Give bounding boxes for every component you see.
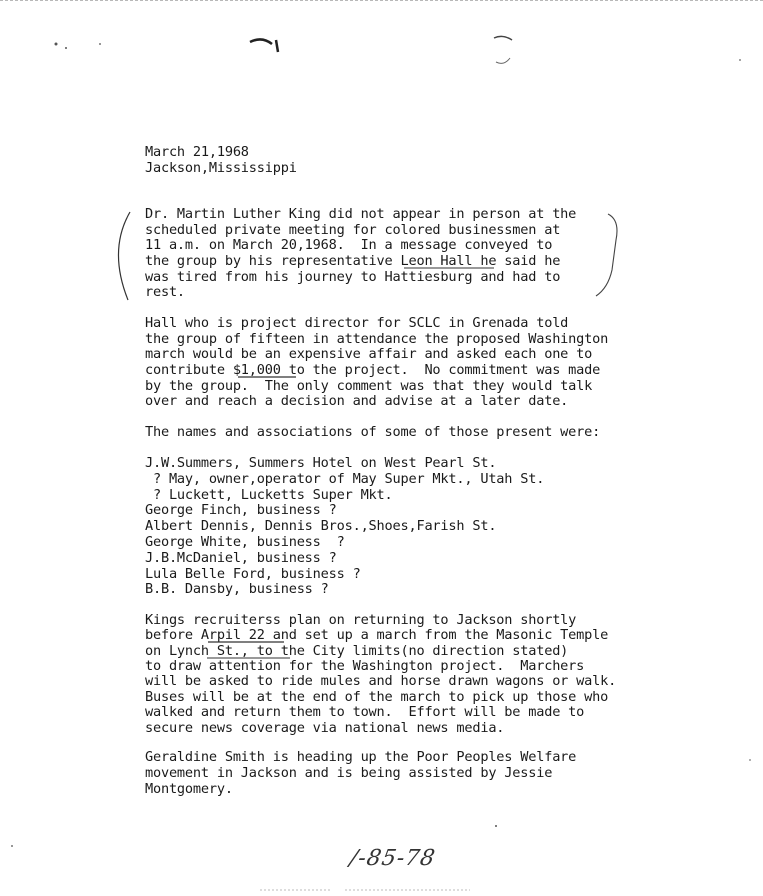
p5-line-2: movement in Jackson and is being assisted by Jessie (145, 765, 553, 781)
attendee-4: George Finch, business ? (145, 502, 337, 518)
p4-line-3: on Lynch St., to the City limits(no direction stated) (145, 643, 569, 659)
attendee-8: Lula Belle Ford, business ? (145, 566, 361, 582)
p5-line-1: Geraldine Smith is heading up the Poor Peoples Welfare (145, 749, 577, 765)
attendee-7: J.B.McDaniel, business ? (145, 550, 337, 566)
p4-line-6: Buses will be at the end of the march to pick up those who (145, 689, 609, 705)
attendee-2: ? May, owner,operator of May Super Mkt., Utah St. (145, 471, 545, 487)
p4-line-7: walked and return them to town. Effort will be made to (145, 704, 585, 720)
p2-line-4: contribute $1,000 to the project. No commitment was made (145, 362, 601, 378)
p2-line-3: march would be an expensive affair and asked each one to (145, 346, 593, 362)
handwritten-file-number: /-85-78 (347, 846, 438, 871)
p1-line-3: 11 a.m. on March 20,1968. In a message conveyed to (145, 237, 553, 253)
p2-line-1: Hall who is project director for SCLC in Grenada told (145, 315, 569, 331)
p2-line-5: by the group. The only comment was that they would talk (145, 378, 593, 394)
p4-line-2: before Arpil 22 and set up a march from the Masonic Temple (145, 627, 609, 643)
attendee-9: B.B. Dansby, business ? (145, 581, 329, 597)
p2-line-2: the group of fifteen in attendance the proposed Washington (145, 331, 609, 347)
p3-line: The names and associations of some of those present were: (145, 424, 601, 440)
attendee-1: J.W.Summers, Summers Hotel on West Pearl St. (145, 455, 497, 471)
p2-line-6: over and reach a decision and advise at a later date. (145, 393, 569, 409)
attendee-6: George White, business ? (145, 534, 345, 550)
p1-line-2: scheduled private meeting for colored businessmen at (145, 222, 561, 238)
p1-line-1: Dr. Martin Luther King did not appear in person at the (145, 206, 577, 222)
p4-line-8: secure news coverage via national news media. (145, 720, 505, 736)
p4-line-1: Kings recruiterss plan on returning to Jackson shortly (145, 612, 577, 628)
p1-line-4: the group by his representative Leon Hall he said he (145, 253, 561, 269)
date-line: March 21,1968 (145, 144, 249, 160)
p4-line-5: will be asked to ride mules and horse drawn wagons or walk. (145, 673, 617, 689)
p1-line-6: rest. (145, 284, 185, 300)
p1-line-5: was tired from his journey to Hattiesburg and had to (145, 269, 561, 285)
attendee-3: ? Luckett, Lucketts Super Mkt. (145, 487, 393, 503)
location-line: Jackson,Mississippi (145, 160, 297, 176)
attendee-5: Albert Dennis, Dennis Bros.,Shoes,Farish St. (145, 518, 497, 534)
p4-line-4: to draw attention for the Washington project. Marchers (145, 658, 585, 674)
p5-line-3: Montgomery. (145, 781, 233, 797)
